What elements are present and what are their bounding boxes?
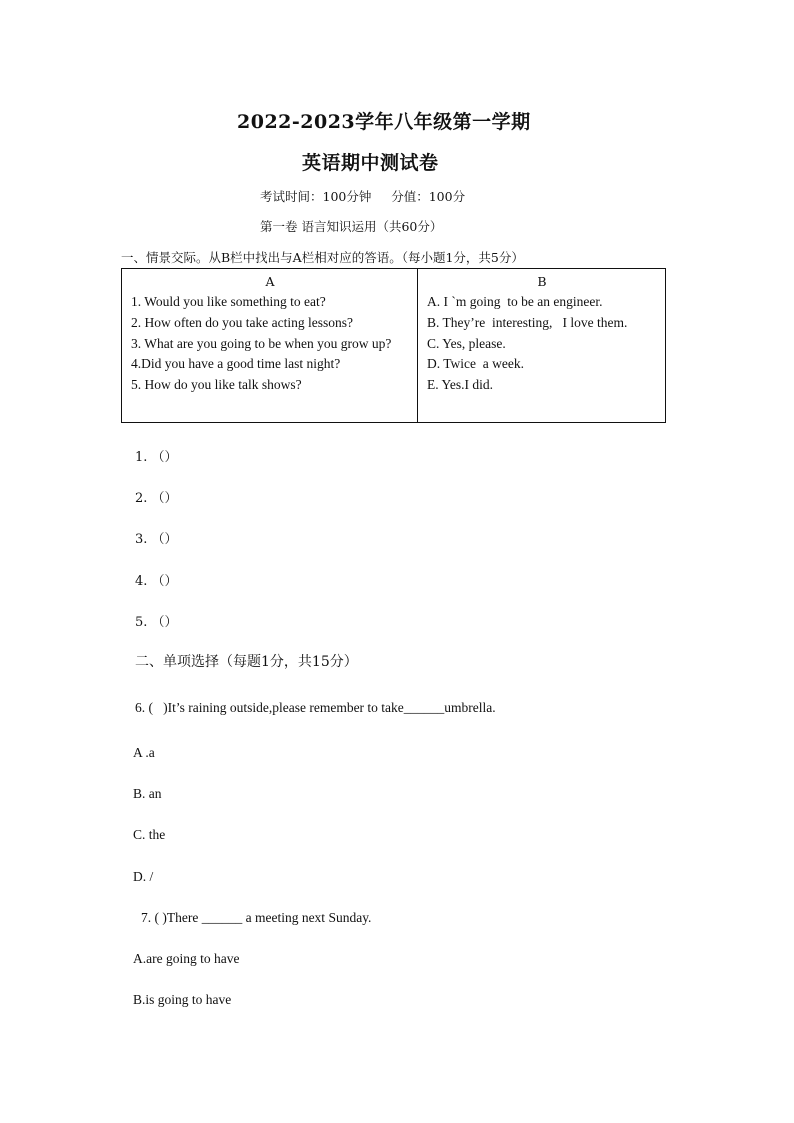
column-b-item: C. Yes, please. [427, 335, 506, 351]
column-a [122, 269, 418, 423]
question-6-option-d[interactable]: D. / [133, 869, 154, 884]
column-a-item: 4.Did you have a good time last night? [131, 356, 341, 372]
exam-subtitle: 英语期中测试卷 [302, 152, 439, 174]
column-a-item: 5. How do you like talk shows? [131, 377, 302, 393]
answer-blank-1[interactable]: 1. （） [135, 450, 178, 465]
question-7-option-b[interactable]: B.is going to have [133, 992, 232, 1007]
column-b-header: B [537, 274, 547, 289]
question-6-option-b[interactable]: B. an [133, 786, 162, 801]
matching-table [121, 268, 666, 423]
answer-blank-3[interactable]: 3. （） [135, 532, 178, 547]
column-a-item: 1. Would you like something to eat? [131, 294, 326, 309]
column-a-item: 3. What are you going to be when you grow up? [131, 335, 392, 351]
answer-blank-2[interactable]: 2. （） [135, 491, 178, 506]
section2-heading: 二、单项选择（每题1分，共15分） [135, 654, 358, 670]
question-6-option-c[interactable]: C. the [133, 827, 166, 842]
question-6-option-a[interactable]: A .a [133, 745, 155, 760]
answer-blank-4[interactable]: 4. （） [135, 574, 178, 589]
question-7-option-a[interactable]: A.are going to have [133, 951, 240, 966]
column-b [418, 269, 666, 423]
column-b-item: E. Yes.I did. [427, 377, 494, 393]
column-b-item: D. Twice a week. [427, 356, 525, 372]
exam-info: 考试时间：100分钟 分值：100分 [260, 189, 466, 204]
question-6-stem: 6. ( )It’s raining outside,please remember to take______umbrella. [135, 700, 496, 715]
answer-blank-5[interactable]: 5. （） [135, 615, 178, 630]
part-title: 第一卷 语言知识运用（共60分） [260, 219, 443, 234]
question-7-stem: 7. ( )There ______ a meeting next Sunday. [141, 910, 372, 925]
exam-title: 2022-2023学年八年级第一学期 [237, 111, 531, 133]
column-b-item: A. I `m going to be an engineer. [427, 294, 603, 309]
column-a-header: A [265, 274, 275, 289]
column-b-item: B. They’re interesting, I love them. [427, 314, 628, 330]
section1-heading: 一、情景交际。从B栏中找出与A栏相对应的答语。（每小题1分，共5分） [121, 250, 524, 265]
column-a-item: 2. How often do you take acting lessons? [131, 314, 353, 330]
